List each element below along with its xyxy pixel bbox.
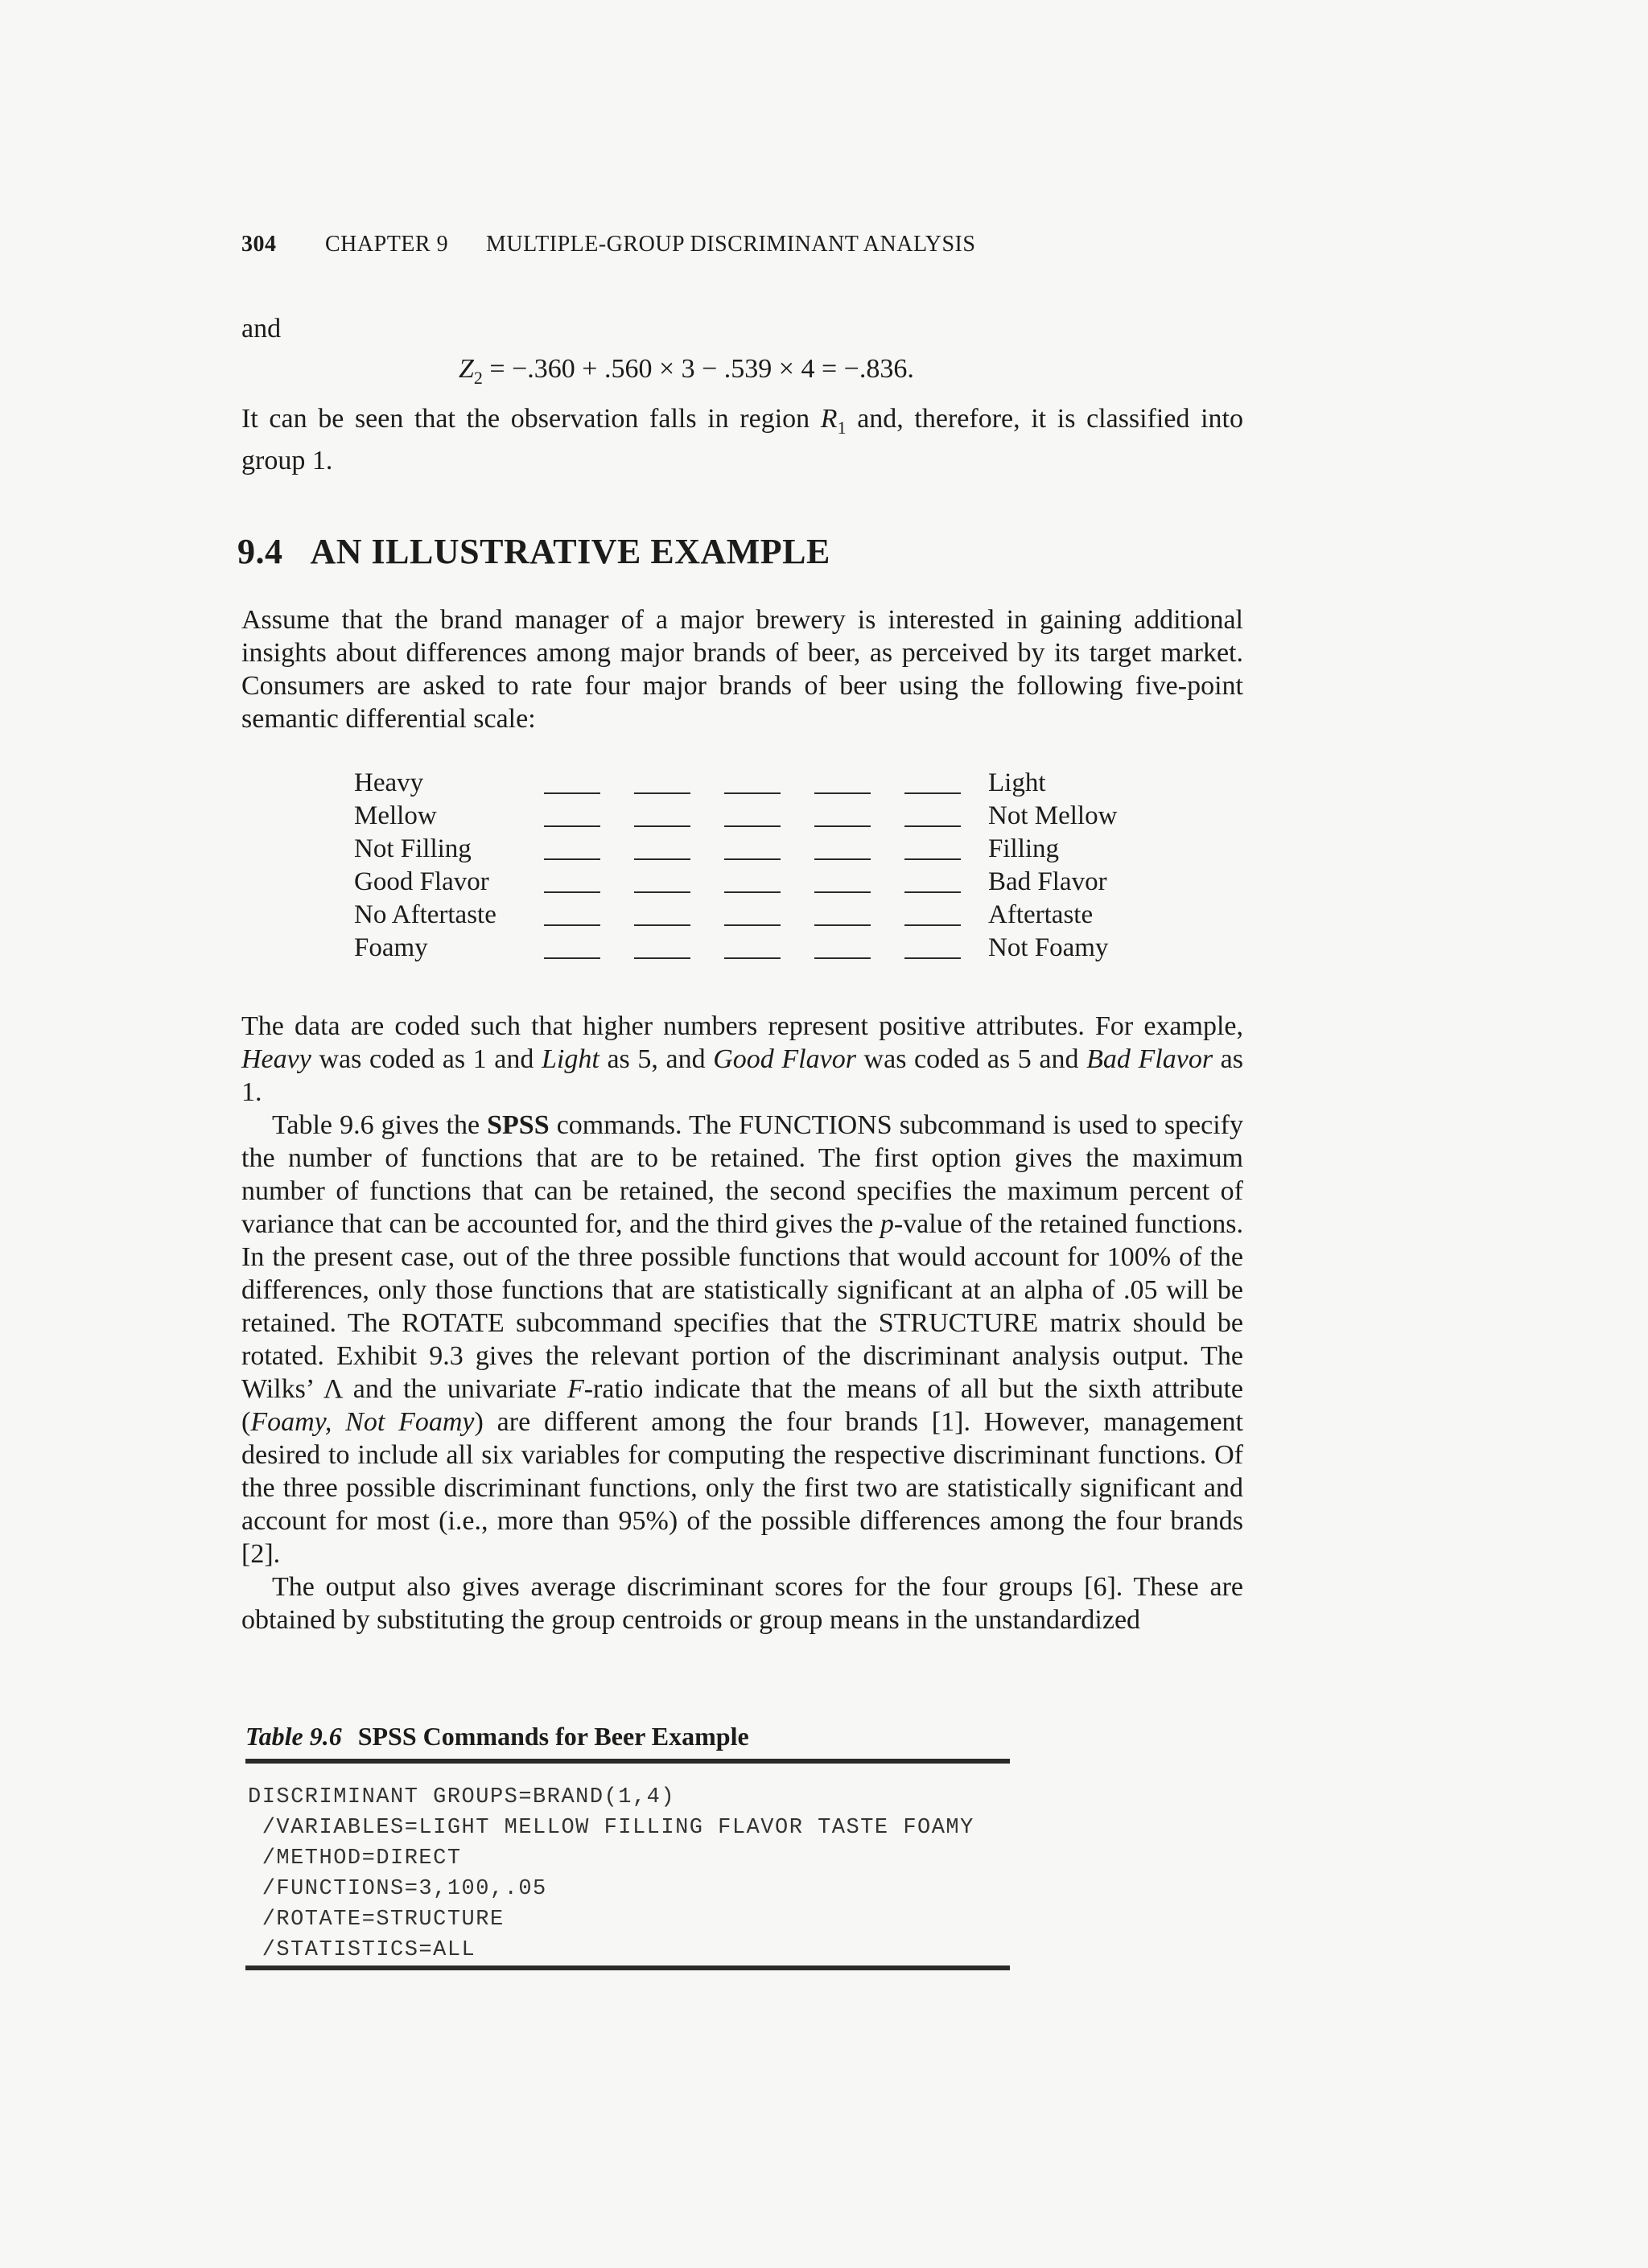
running-head bbox=[241, 232, 975, 257]
scale-row bbox=[354, 834, 1159, 867]
scale-left-anchor: Good Flavor bbox=[354, 867, 489, 896]
italic-term: Heavy bbox=[241, 1044, 311, 1074]
text-run: as 1. bbox=[241, 1044, 1244, 1107]
scale-blank bbox=[814, 825, 871, 827]
table-top-rule bbox=[245, 1759, 1010, 1764]
italic-term: Good Flavor bbox=[713, 1044, 856, 1074]
scale-blank bbox=[814, 957, 871, 959]
scale-blank bbox=[544, 858, 600, 860]
italic-term: Foamy, Not Foamy bbox=[250, 1407, 475, 1437]
scale-blank bbox=[634, 891, 690, 893]
table-bottom-rule bbox=[245, 1965, 1010, 1970]
bold-term: SPSS bbox=[487, 1110, 550, 1140]
equation-rhs: = −.360 + .560 × 3 − .539 × 4 = −.836. bbox=[482, 354, 914, 384]
scale-right-anchor: Light bbox=[988, 768, 1046, 797]
region-variable: R bbox=[820, 404, 838, 434]
scale-blank bbox=[814, 924, 871, 926]
text-run: and, therefore, it is classified into group 1. bbox=[241, 404, 1243, 475]
scale-blank bbox=[544, 957, 600, 959]
scale-right-anchor: Not Mellow bbox=[988, 801, 1118, 830]
scale-right-anchor: Filling bbox=[988, 834, 1060, 863]
scale-blank bbox=[724, 858, 781, 860]
text-run: as 5, and bbox=[599, 1044, 714, 1074]
paragraph-intro-example: Assume that the brand manager of a major brewery is interested in gaining additional insights about differences among major brands of beer, as perceived by its target market. Consumers are asked to rate four major brands of beer using the following five-point semantic differential scale: bbox=[241, 605, 1243, 734]
text-run: The data are coded such that higher numbers represent positive attributes. For example, bbox=[241, 1011, 1243, 1041]
paragraph-discriminant-scores: The output also gives average discriminant scores for the four groups [6]. These are obtained by substituting the group centroids or group means in the unstandardized bbox=[241, 1572, 1243, 1635]
table-caption bbox=[245, 1722, 749, 1751]
code-line: /STATISTICS=ALL bbox=[248, 1938, 476, 1962]
scale-blank bbox=[724, 957, 781, 959]
scale-blank bbox=[904, 792, 961, 794]
code-line: /ROTATE=STRUCTURE bbox=[248, 1908, 505, 1932]
scale-blank bbox=[724, 891, 781, 893]
scale-row bbox=[354, 801, 1159, 834]
scale-left-anchor: No Aftertaste bbox=[354, 900, 496, 929]
scale-blank bbox=[634, 858, 690, 860]
scale-blank bbox=[724, 924, 781, 926]
scale-left-anchor: Foamy bbox=[354, 933, 428, 962]
classification-paragraph bbox=[241, 402, 1243, 477]
scale-blank bbox=[634, 792, 690, 794]
code-line: DISCRIMINANT GROUPS=BRAND(1,4) bbox=[248, 1785, 676, 1809]
equation-subscript: 2 bbox=[473, 367, 483, 388]
scale-left-anchor: Heavy bbox=[354, 768, 424, 797]
text-run: Table 9.6 gives the bbox=[272, 1110, 488, 1140]
equation-variable: Z bbox=[459, 354, 474, 384]
scale-blank bbox=[904, 891, 961, 893]
chapter-title: MULTIPLE-GROUP DISCRIMINANT ANALYSIS bbox=[486, 232, 976, 257]
scale-blank bbox=[724, 825, 781, 827]
text-run: commands. The FUNCTIONS subcommand is used to specify the number of functions that are to be retained. The first option gives the maximum number of functions that can be retained, the second specifies the maximum percent of variance that can be accounted for, and the third gives the bbox=[241, 1110, 1243, 1239]
text-run: It can be seen that the observation falls in region bbox=[241, 404, 821, 434]
table-title: SPSS Commands for Beer Example bbox=[357, 1722, 749, 1751]
scale-blank bbox=[724, 792, 781, 794]
italic-term: p bbox=[880, 1209, 894, 1239]
scale-blank bbox=[904, 825, 961, 827]
scale-blank bbox=[904, 957, 961, 959]
scale-blank bbox=[814, 792, 871, 794]
text-run: -ratio indicate that the means of all but the sixth attribute ( bbox=[241, 1374, 1243, 1437]
table-label: Table 9.6 bbox=[245, 1722, 342, 1751]
scale-blank bbox=[814, 858, 871, 860]
scale-blank bbox=[544, 792, 600, 794]
section-number: 9.4 bbox=[237, 532, 283, 571]
section-title: AN ILLUSTRATIVE EXAMPLE bbox=[310, 532, 830, 571]
scale-left-anchor: Not Filling bbox=[354, 834, 472, 863]
scale-blank bbox=[544, 891, 600, 893]
text-run: was coded as 1 and bbox=[311, 1044, 542, 1074]
and-text: and bbox=[241, 314, 282, 344]
code-line: /METHOD=DIRECT bbox=[248, 1846, 462, 1871]
page-number: 304 bbox=[241, 232, 277, 257]
scale-blank bbox=[904, 858, 961, 860]
scale-blank bbox=[544, 924, 600, 926]
paragraph-coding bbox=[241, 1010, 1243, 1109]
text-run: -value of the retained functions. In the present case, out of the three possible functions that would account for 100% of the differences, only those functions that are statistically significant at an alpha of .05 will be retained. The ROTATE subcommand specifies that the STRUCTURE matrix should be rotated. Exhibit 9.3 gives the relevant portion of the discriminant analysis output. The Wilks’ Λ and the univariate bbox=[241, 1209, 1243, 1404]
scale-right-anchor: Bad Flavor bbox=[988, 867, 1107, 896]
paragraph-spss-commands bbox=[241, 1109, 1243, 1570]
scale-right-anchor: Aftertaste bbox=[988, 900, 1094, 929]
italic-term: F bbox=[566, 1374, 584, 1404]
section-heading bbox=[237, 531, 830, 572]
scale-row bbox=[354, 900, 1159, 933]
scale-row bbox=[354, 933, 1159, 966]
chapter-label: CHAPTER 9 bbox=[325, 232, 449, 257]
scale-blank bbox=[634, 825, 690, 827]
scale-row bbox=[354, 867, 1159, 900]
spss-code-block bbox=[248, 1782, 974, 1965]
scale-right-anchor: Not Foamy bbox=[988, 933, 1109, 962]
scale-blank bbox=[634, 924, 690, 926]
text-run: was coded as 5 and bbox=[855, 1044, 1087, 1074]
scale-blank bbox=[814, 891, 871, 893]
equation-z2 bbox=[459, 354, 914, 389]
code-line: /FUNCTIONS=3,100,.05 bbox=[248, 1877, 547, 1901]
italic-term: Bad Flavor bbox=[1086, 1044, 1213, 1074]
text-run: ) are different among the four brands [1]. However, management desired to include all six variables for computing the respective discriminant functions. Of the three possible discriminant functions, only the first two are statistically significant and account for most (i.e., more than 95%) of the possible differences among the four brands [2]. bbox=[241, 1407, 1244, 1569]
region-subscript: 1 bbox=[837, 417, 847, 438]
scale-row bbox=[354, 768, 1159, 801]
scale-left-anchor: Mellow bbox=[354, 801, 437, 830]
code-line: /VARIABLES=LIGHT MELLOW FILLING FLAVOR TASTE FOAMY bbox=[248, 1816, 974, 1840]
italic-term: Light bbox=[542, 1044, 599, 1074]
scale-blank bbox=[544, 825, 600, 827]
semantic-differential-scale bbox=[354, 768, 1159, 966]
scale-blank bbox=[904, 924, 961, 926]
scale-blank bbox=[634, 957, 690, 959]
